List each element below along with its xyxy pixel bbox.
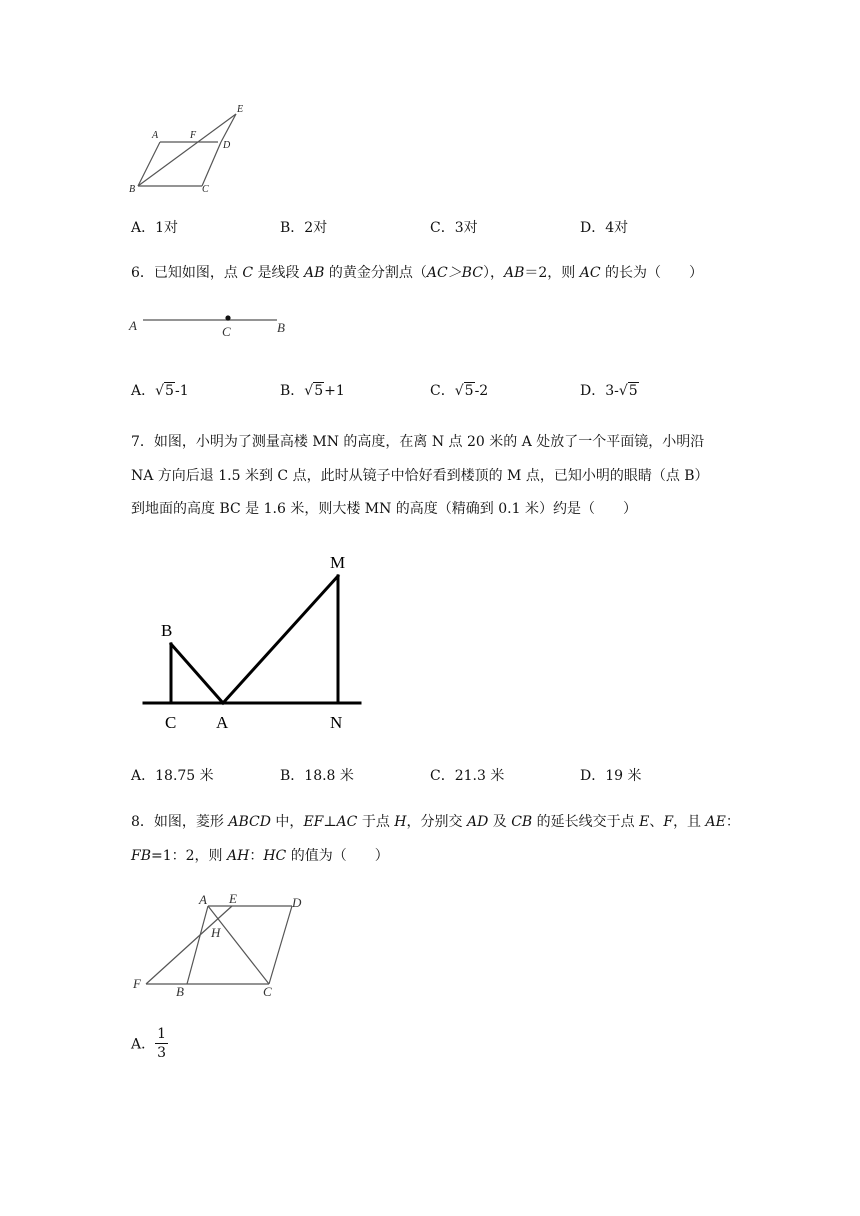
q8-label-a: A: [199, 892, 207, 907]
q6-option-d[interactable]: D．3-√5: [580, 383, 638, 399]
q8-label-d: D: [292, 895, 302, 910]
q6-label-a: A: [129, 318, 137, 333]
q5-option-d[interactable]: D．4对: [580, 220, 629, 236]
q6-label-b: B: [277, 320, 285, 335]
q8-stem-line2: FB=1：2，则 AH：HC 的值为（ ）: [131, 848, 389, 864]
q5-label-d: D: [223, 140, 231, 151]
q5-label-a: A: [152, 130, 159, 141]
fraction-one-third: $\frac{1}{3}$: [157, 1026, 167, 1061]
q7-stem-line3: 到地面的高度 BC 是 1.6 米，则大楼 MN 的高度（精确到 0.1 米）约是（ ）: [131, 501, 637, 517]
q6-figure: [125, 308, 295, 343]
q7-option-d[interactable]: D．19 米: [580, 768, 642, 784]
q7-option-b[interactable]: B．18.8 米: [280, 768, 354, 784]
q5-option-a[interactable]: A．1对: [131, 220, 179, 236]
q7-stem-line1: 7．如图，小明为了测量高楼 MN 的高度，在离 N 点 20 米的 A 处放了一个平面镜，小明沿: [131, 434, 705, 450]
q6-option-a[interactable]: A．√5-1: [131, 383, 189, 399]
q6-option-c[interactable]: C．√5-2: [430, 383, 489, 399]
q7-label-a: A: [216, 713, 229, 732]
q6-stem: 6．已知如图，点 C 是线段 AB 的黄金分割点（AC＞BC），AB＝2，则 AC 的长为（ ）: [131, 265, 703, 281]
q5-figure: [120, 100, 260, 195]
q5-label-e: E: [237, 104, 244, 115]
q5-label-b: B: [129, 184, 136, 195]
q6-option-b[interactable]: B．√5+1: [280, 383, 345, 399]
q7-figure: [138, 545, 368, 735]
q8-stem-line1: 8．如图，菱形 ABCD 中，EF⊥AC 于点 H，分别交 AD 及 CB 的延长线交于点 E、F，且 AE：: [131, 814, 740, 830]
q8-label-c: C: [263, 984, 272, 999]
q8-label-f: F: [133, 976, 141, 991]
q7-label-m: M: [330, 553, 346, 572]
q6-label-c: C: [222, 324, 231, 339]
q5-label-f: F: [190, 130, 197, 141]
q7-label-c: C: [165, 713, 177, 732]
q8-option-a[interactable]: A． $\frac{1}{3}$: [131, 1026, 167, 1061]
q7-label-b: B: [161, 621, 173, 640]
q8-figure: [128, 888, 318, 1000]
q8-label-e: E: [229, 891, 237, 906]
q5-option-b[interactable]: B．2对: [280, 220, 328, 236]
q8-label-b: B: [176, 984, 184, 999]
q5-label-c: C: [202, 184, 209, 195]
q7-option-a[interactable]: A．18.75 米: [131, 768, 214, 784]
q7-option-c[interactable]: C．21.3 米: [430, 768, 505, 784]
q7-label-n: N: [330, 713, 343, 732]
q5-option-c[interactable]: C．3对: [430, 220, 478, 236]
q8-label-h: H: [211, 925, 221, 940]
q7-stem-line2: NA 方向后退 1.5 米到 C 点，此时从镜子中恰好看到楼顶的 M 点，已知小明的眼睛（点 B）: [131, 468, 709, 484]
